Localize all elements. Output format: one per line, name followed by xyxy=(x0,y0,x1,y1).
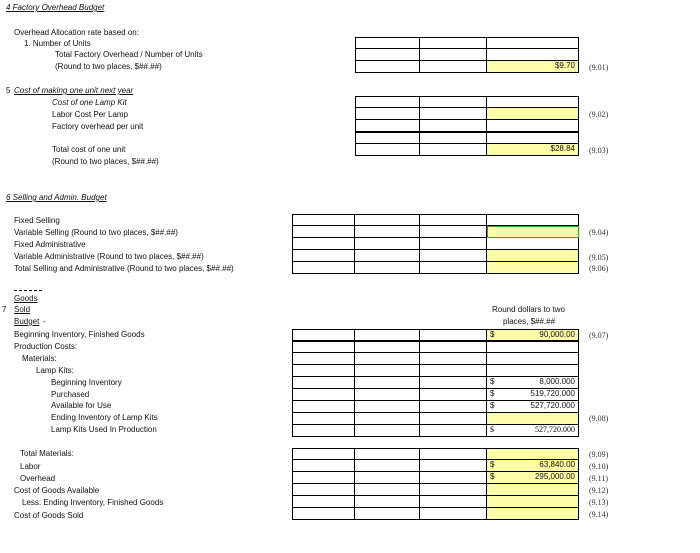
lk-available-value[interactable]: $ 527,720.000 xyxy=(487,401,579,413)
ref-9-05: (9.05) xyxy=(589,253,609,262)
table-cell[interactable] xyxy=(420,401,487,413)
sec7-row-cogs xyxy=(292,508,579,520)
sec7-row-prod xyxy=(292,341,579,353)
table-cell[interactable] xyxy=(292,214,355,226)
total-selling-admin-label: Total Selling and Administrative (Round to two places, $##.##) xyxy=(14,264,234,273)
ref-9-03: (9.03) xyxy=(589,146,609,155)
ref-9-10: (9.10) xyxy=(589,462,609,471)
sec6-row-2 xyxy=(292,226,579,238)
dashed-divider xyxy=(14,290,42,291)
table-cell[interactable] xyxy=(355,329,420,341)
table-cell[interactable] xyxy=(420,460,487,472)
table-cell[interactable] xyxy=(292,377,355,389)
variable-admin-input[interactable] xyxy=(487,250,579,262)
labor-cost-label: Labor Cost Per Lamp xyxy=(52,110,129,119)
table-cell[interactable] xyxy=(292,226,355,238)
table-cell[interactable] xyxy=(292,353,355,365)
labor-label: Labor xyxy=(20,462,41,471)
table-cell[interactable] xyxy=(355,425,420,437)
budget-label: Budget xyxy=(14,317,40,326)
table-cell[interactable] xyxy=(420,96,487,108)
table-cell[interactable] xyxy=(292,460,355,472)
total-materials-input[interactable] xyxy=(487,448,579,460)
table-cell[interactable] xyxy=(355,250,420,262)
sec6-row-1 xyxy=(292,214,579,226)
table-cell[interactable] xyxy=(420,377,487,389)
fixed-admin-label: Fixed Administrative xyxy=(14,240,86,249)
sec7-row-kits xyxy=(292,365,579,377)
table-cell[interactable] xyxy=(420,238,487,250)
table-cell[interactable] xyxy=(292,262,355,274)
table-cell[interactable] xyxy=(355,496,420,508)
cogs-available-label: Cost of Goods Available xyxy=(14,486,100,495)
table-cell[interactable] xyxy=(420,108,487,120)
table-cell[interactable] xyxy=(355,61,420,73)
table-cell[interactable] xyxy=(420,484,487,496)
overhead-input[interactable]: $ 295,000.00 xyxy=(487,472,579,484)
total-cost-unit-input[interactable]: $28.84 xyxy=(487,144,579,156)
table-cell[interactable] xyxy=(420,226,487,238)
section-5-number: 5 xyxy=(6,86,11,95)
sec7-row-less xyxy=(292,496,579,508)
table-cell[interactable] xyxy=(420,250,487,262)
table-cell[interactable] xyxy=(420,49,487,61)
sec7-row-cogs-avail xyxy=(292,484,579,496)
table-cell[interactable] xyxy=(355,448,420,460)
table-cell[interactable] xyxy=(420,413,487,425)
table-cell[interactable] xyxy=(420,448,487,460)
sec4-row-1 xyxy=(355,37,579,49)
sec7-row-overhead xyxy=(292,472,579,484)
table-cell[interactable] xyxy=(420,120,487,132)
overhead-label: Overhead xyxy=(20,474,56,483)
table-cell[interactable] xyxy=(355,262,420,274)
round-note-2: places, $##.## xyxy=(503,317,556,326)
table-cell[interactable] xyxy=(355,484,420,496)
table-cell[interactable] xyxy=(420,61,487,73)
table-cell[interactable] xyxy=(355,214,420,226)
total-selling-admin-input[interactable] xyxy=(487,262,579,274)
table-cell[interactable] xyxy=(355,377,420,389)
table-cell[interactable] xyxy=(292,508,355,520)
table-cell[interactable] xyxy=(355,389,420,401)
sec5-row-3 xyxy=(355,120,579,132)
sec5-row-5 xyxy=(355,144,579,156)
ref-9-06: (9.06) xyxy=(589,264,609,273)
table-cell[interactable] xyxy=(292,250,355,262)
table-cell[interactable] xyxy=(292,238,355,250)
table-cell[interactable] xyxy=(355,120,420,132)
sec4-row-2 xyxy=(355,49,579,61)
lk-available-label: Available for Use xyxy=(51,401,112,410)
table-cell[interactable] xyxy=(487,238,579,250)
overhead-rate-input[interactable]: $9.70 xyxy=(487,61,579,73)
ending-fg-input[interactable] xyxy=(487,496,579,508)
table-cell[interactable] xyxy=(355,365,420,377)
total-factory-overhead-label: Total Factory Overhead / Number of Units xyxy=(55,50,203,59)
table-cell[interactable] xyxy=(420,389,487,401)
dollar-sign: $ xyxy=(490,330,495,339)
table-cell[interactable] xyxy=(487,96,579,108)
cogs-label: Cost of Goods Sold xyxy=(14,511,84,520)
lk-ending-input[interactable] xyxy=(487,413,579,425)
table-cell[interactable] xyxy=(292,448,355,460)
lk-purchased-value[interactable]: $ 519,720.000 xyxy=(487,389,579,401)
lamp-kit-cost-label: Cost of one Lamp Kit xyxy=(52,98,127,107)
less-ending-fg-label: Less: Ending Inventory, Finished Goods xyxy=(22,498,164,507)
sec7-row-lk-used xyxy=(292,425,579,437)
table-cell[interactable] xyxy=(420,214,487,226)
fixed-selling-label: Fixed Selling xyxy=(14,216,60,225)
sec7-row-materials xyxy=(292,353,579,365)
round-hint-label-2: (Round to two places, $##.##) xyxy=(52,157,159,166)
table-cell[interactable] xyxy=(420,508,487,520)
table-cell[interactable] xyxy=(487,37,579,49)
ref-9-09: (9.09) xyxy=(589,450,609,459)
round-note-1: Round dollars to two xyxy=(492,305,565,314)
table-cell[interactable] xyxy=(420,329,487,341)
section-6-title: 6 Selling and Admin. Budget xyxy=(6,193,107,202)
ref-9-08: (9.08) xyxy=(589,414,609,423)
table-cell[interactable] xyxy=(355,49,420,61)
table-cell[interactable] xyxy=(355,401,420,413)
table-cell[interactable] xyxy=(487,341,579,353)
sec5-row-4 xyxy=(355,132,579,144)
table-cell[interactable] xyxy=(292,341,355,353)
labor-input[interactable]: $ 63,840.00 xyxy=(487,460,579,472)
ref-9-04: (9.04) xyxy=(589,228,609,237)
cogs-input[interactable] xyxy=(487,508,579,520)
sec7-row-lk-avail xyxy=(292,401,579,413)
table-cell[interactable] xyxy=(355,341,420,353)
factory-overhead-unit-label: Factory overhead per unit xyxy=(52,122,144,131)
sec6-row-5 xyxy=(292,262,579,274)
lk-beginning-value[interactable]: $ 8,000.000 xyxy=(487,377,579,389)
table-cell[interactable] xyxy=(487,49,579,61)
goods-label: Goods xyxy=(14,294,38,303)
table-cell[interactable] xyxy=(355,413,420,425)
ref-9-11: (9.11) xyxy=(589,474,609,483)
table-cell[interactable] xyxy=(292,365,355,377)
table-cell[interactable] xyxy=(420,425,487,437)
table-cell[interactable] xyxy=(420,37,487,49)
sec4-row-3 xyxy=(355,61,579,73)
beginning-fg-input[interactable]: $ 90,000.00 xyxy=(487,329,579,341)
ref-9-13: (9.13) xyxy=(589,498,609,507)
table-cell[interactable] xyxy=(355,472,420,484)
table-cell[interactable] xyxy=(355,508,420,520)
overhead-allocation-label: Overhead Allocation rate based on: xyxy=(14,28,139,37)
beginning-fg-label: Beginning Inventory, Finished Goods xyxy=(14,330,145,339)
sec5-row-2 xyxy=(355,108,579,120)
sec6-row-3 xyxy=(292,238,579,250)
budget-dash: - xyxy=(43,317,46,326)
table-cell[interactable] xyxy=(355,108,420,120)
table-cell[interactable] xyxy=(487,120,579,132)
table-cell[interactable] xyxy=(355,353,420,365)
sec5-row-1 xyxy=(355,96,579,108)
variable-admin-label: Variable Administrative (Round to two places, $##.##) xyxy=(14,252,204,261)
table-cell[interactable] xyxy=(292,389,355,401)
table-cell[interactable] xyxy=(292,496,355,508)
table-cell[interactable] xyxy=(292,413,355,425)
table-cell[interactable] xyxy=(487,353,579,365)
table-cell[interactable] xyxy=(420,132,487,144)
table-cell[interactable] xyxy=(420,144,487,156)
ref-9-07: (9.07) xyxy=(589,331,609,340)
table-cell[interactable] xyxy=(292,401,355,413)
table-cell[interactable] xyxy=(292,425,355,437)
table-cell[interactable] xyxy=(292,484,355,496)
sec7-row-lk-pur xyxy=(292,389,579,401)
table-cell[interactable] xyxy=(355,226,420,238)
lk-used-value[interactable]: $ 527,720.000 xyxy=(487,425,579,437)
cogs-available-input[interactable] xyxy=(487,484,579,496)
sec7-row-begin xyxy=(292,329,579,341)
labor-cost-input[interactable] xyxy=(487,108,579,120)
lk-purchased-label: Purchased xyxy=(51,390,90,399)
table-cell[interactable] xyxy=(420,341,487,353)
table-cell[interactable] xyxy=(355,132,420,144)
variable-selling-label: Variable Selling (Round to two places, $##.##) xyxy=(14,228,178,237)
ref-9-02: (9.02) xyxy=(589,110,609,119)
table-cell[interactable] xyxy=(355,460,420,472)
section-7-number: 7 xyxy=(2,305,7,314)
table-cell[interactable] xyxy=(355,238,420,250)
section-5-title: Cost of making one unit next year xyxy=(14,86,134,95)
production-costs-label: Production Costs: xyxy=(14,342,78,351)
variable-selling-input[interactable] xyxy=(487,226,579,238)
materials-label: Materials: xyxy=(22,354,57,363)
table-cell[interactable] xyxy=(420,496,487,508)
lamp-kits-label: Lamp Kits: xyxy=(36,366,74,375)
table-cell[interactable] xyxy=(420,353,487,365)
sec6-row-4 xyxy=(292,250,579,262)
table-cell[interactable] xyxy=(487,132,579,144)
ref-9-12: (9.12) xyxy=(589,486,609,495)
ref-9-14: (9.14) xyxy=(589,510,609,519)
section-4-title: 4 Factory Overhead Budget xyxy=(6,3,105,12)
sec7-row-labor xyxy=(292,460,579,472)
total-cost-unit-label: Total cost of one unit xyxy=(52,145,126,154)
lk-used-label: Lamp Kits Used In Production xyxy=(51,425,157,434)
total-materials-label: Total Materials: xyxy=(20,449,74,458)
lk-beginning-label: Beginning Inventory xyxy=(51,378,122,387)
table-cell[interactable] xyxy=(420,262,487,274)
table-cell[interactable] xyxy=(487,214,579,226)
lk-ending-label: Ending Inventory of Lamp Kits xyxy=(51,413,158,422)
sec7-row-lk-begin xyxy=(292,377,579,389)
table-cell[interactable] xyxy=(355,37,420,49)
sec7-row-total-mat xyxy=(292,448,579,460)
table-cell[interactable] xyxy=(487,365,579,377)
table-cell[interactable] xyxy=(292,329,355,341)
table-cell[interactable] xyxy=(420,365,487,377)
table-cell[interactable] xyxy=(420,472,487,484)
number-of-units-label: 1. Number of Units xyxy=(24,39,91,48)
sec7-row-lk-end xyxy=(292,413,579,425)
table-cell[interactable] xyxy=(355,144,420,156)
ref-9-01: (9.01) xyxy=(589,63,609,72)
round-hint-label: (Round to two places, $##.##) xyxy=(55,62,162,71)
table-cell[interactable] xyxy=(292,472,355,484)
sold-label: Sold xyxy=(14,305,31,314)
table-cell[interactable] xyxy=(355,96,420,108)
